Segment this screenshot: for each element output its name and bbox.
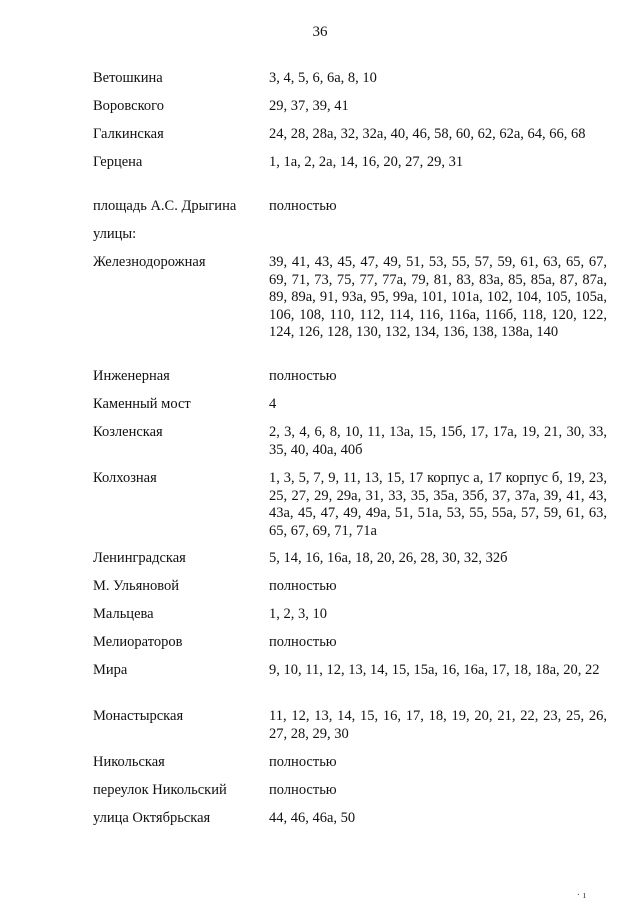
house-numbers: полностью bbox=[269, 198, 337, 214]
house-numbers: 44, 46, 46а, 50 bbox=[269, 810, 356, 826]
house-numbers: 39, 41, 43, 45, 47, 49, 51, 53, 55, 57, 59, 61, 63, 65, 67, 69, 71, 73, 75, 77, 77а, 79, 81, 83, 83а, 85, 85а, 87, 87а, 89, 89а, 91, 93а, 95, 99а, 101, 101а, 102, 104, 105, 105а, 106, 108, 110, 112, 114, 116, 116а, 116б, 118, 120, 122, 124, 126, 128, 130, 132, 134, 136, 138, 138а, 140 bbox=[269, 254, 607, 340]
house-numbers: полностью bbox=[269, 578, 337, 594]
house-numbers: 1, 2, 3, 10 bbox=[269, 606, 327, 622]
street-name: Ветошкина bbox=[93, 70, 163, 86]
street-name: Козленская bbox=[93, 424, 163, 440]
house-numbers: 4 bbox=[269, 396, 277, 412]
street-name: Монастырская bbox=[93, 708, 184, 724]
street-name: Воровского bbox=[93, 98, 165, 114]
street-name: Никольская bbox=[93, 754, 165, 770]
page-number: 36 bbox=[312, 24, 328, 40]
section-label: улицы: bbox=[93, 226, 137, 242]
street-name: Железнодорожная bbox=[93, 254, 206, 270]
street-name: Ленинградская bbox=[93, 550, 186, 566]
house-numbers: 1, 3, 5, 7, 9, 11, 13, 15, 17 корпус а, 17 корпус б, 19, 23, 25, 27, 29, 29а, 31, 33, 35, 35а, 35б, 37, 37а, 39, 41, 43, 43а, 45, 47, 49, 49а, 51, 51а, 53, 55, 55а, 57, 59, 61, 63, 65, 67, 69, 71, 71а bbox=[269, 470, 607, 539]
house-numbers: полностью bbox=[269, 782, 337, 798]
house-numbers: 3, 4, 5, 6, 6а, 8, 10 bbox=[269, 70, 377, 86]
house-numbers: 1, 1а, 2, 2а, 14, 16, 20, 27, 29, 31 bbox=[269, 154, 464, 170]
house-numbers: 5, 14, 16, 16а, 18, 20, 26, 28, 30, 32, 32б bbox=[269, 550, 508, 566]
street-name: Мелиораторов bbox=[93, 634, 183, 650]
house-numbers: полностью bbox=[269, 754, 337, 770]
street-name: Герцена bbox=[93, 154, 143, 170]
house-numbers: 24, 28, 28а, 32, 32а, 40, 46, 58, 60, 62, 62а, 64, 66, 68 bbox=[269, 126, 586, 142]
street-name: Мальцева bbox=[93, 606, 154, 622]
street-name: улица Октябрьская bbox=[93, 810, 211, 826]
house-numbers: 9, 10, 11, 12, 13, 14, 15, 15а, 16, 16а, 17, 18, 18а, 20, 22 bbox=[269, 662, 600, 678]
street-name: Галкинская bbox=[93, 126, 164, 142]
street-name: Мира bbox=[93, 662, 128, 678]
street-name: М. Ульяновой bbox=[93, 578, 180, 594]
house-numbers: 11, 12, 13, 14, 15, 16, 17, 18, 19, 20, 21, 22, 23, 25, 26, 27, 28, 29, 30 bbox=[269, 708, 607, 742]
street-name: площадь А.С. Дрыгина bbox=[93, 198, 237, 214]
house-numbers: полностью bbox=[269, 634, 337, 650]
house-numbers: 29, 37, 39, 41 bbox=[269, 98, 349, 114]
scan-marks: · ı bbox=[576, 889, 586, 901]
street-name: Колхозная bbox=[93, 470, 157, 486]
street-name: Инженерная bbox=[93, 368, 170, 384]
street-name: переулок Никольский bbox=[93, 782, 227, 798]
street-name: Каменный мост bbox=[93, 396, 191, 412]
house-numbers: полностью bbox=[269, 368, 337, 384]
house-numbers: 2, 3, 4, 6, 8, 10, 11, 13а, 15, 15б, 17, 17а, 19, 21, 30, 33, 35, 40, 40а, 40б bbox=[269, 424, 607, 458]
